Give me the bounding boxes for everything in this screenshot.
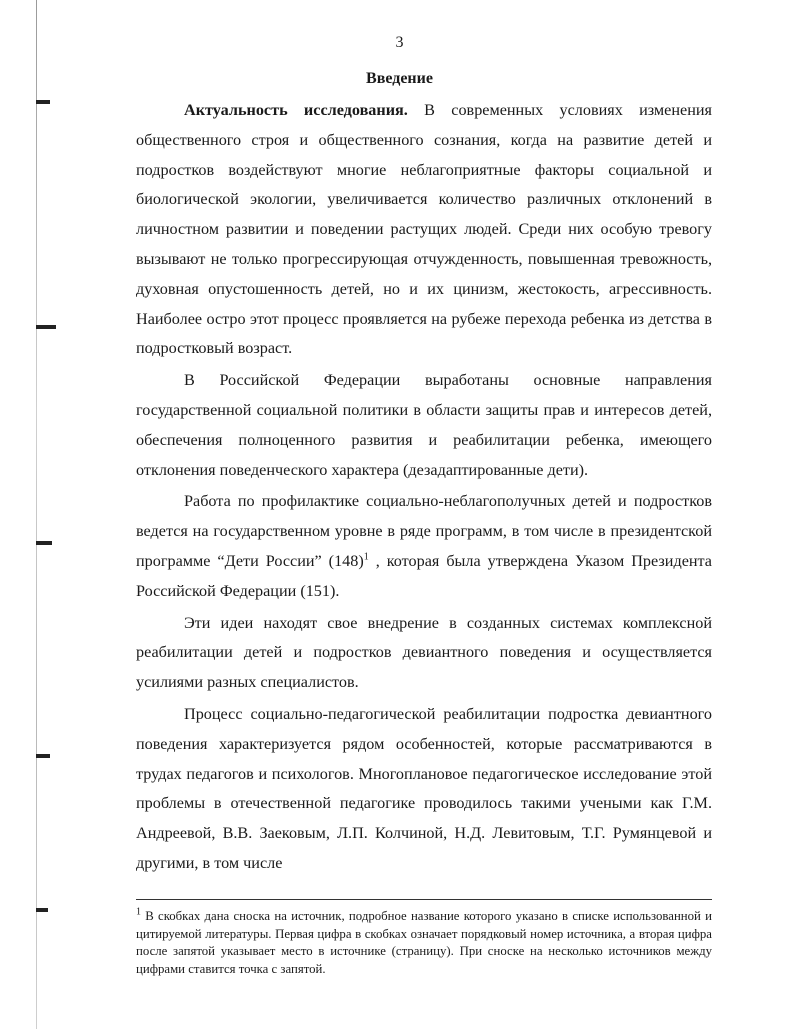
footnote-separator: [136, 899, 712, 900]
paragraph-relevance: [136, 96, 712, 364]
paragraph-programs: [136, 487, 712, 606]
scan-margin-mark: [36, 325, 56, 329]
footnote: [136, 908, 712, 978]
scan-margin-mark: [36, 541, 52, 545]
scan-margin-mark: [36, 100, 50, 104]
paragraph-text: В современных условиях изменения общественного строя и общественного сознания, когда на развитие детей и подростков воздействуют многие неблагоприятные факторы социальной и биологической экологии, увеличивается количество различных отклонений в личностном развитии и поведении растущих людей. Среди них особую тревогу вызывают не только прогрессирующая отчужденность, повышенная тревожность, духовная опустошенность детей, но и их цинизм, жестокость, агрессивность. Наиболее остро этот процесс проявляется на рубеже перехода ребенка из детства в подростковый возраст.: [136, 101, 712, 358]
scan-binding-edge: [36, 0, 37, 1029]
scan-margin-mark: [36, 754, 50, 758]
page-number: 3: [395, 34, 404, 51]
paragraph-text: Работа по профилактике социально-неблагополучных детей и подростков ведется на государственном уровне в ряде программ, в том числе в президентской программе “Дети России” (148): [136, 492, 712, 570]
paragraph-policy: В Российской Федерации выработаны основные направления государственной социальной политики в области защиты прав и интересов детей, обеспечения полноценного развития и реабилитации ребенка, имеющего отклонения поведенческого характера (дезадаптированные дети).: [136, 371, 712, 479]
paragraph-rehabilitation: Процесс социально-педагогической реабилитации подростка девиантного поведения характеризуется рядом особенностей, которые рассматриваются в трудах педагогов и психологов. Многоплановое педагогическое исследование этой проблемы в отечественной педагогике проводилось такими учеными как Г.М. Андреевой, В.В. Заековым, Л.П. Колчиной, Н.Д. Левитовым, Т.Г. Румянцевой и другими, в том числе: [136, 704, 712, 872]
paragraph-text: , которая была утверждена Указом Президента Российской Федерации (151).: [136, 551, 712, 600]
footnote-marker: 1: [136, 906, 141, 918]
section-heading: Введение: [366, 70, 433, 87]
scan-margin-mark: [36, 908, 48, 912]
paragraph-systems: Эти идеи находят свое внедрение в созданных системах комплексной реабилитации детей и подростков девиантного поведения и осуществляется усилиями разных специалистов.: [136, 613, 712, 692]
footnote-reference: 1: [363, 551, 369, 563]
body-text: [136, 96, 712, 879]
footnote-text: В скобках дана сноска на источник, подробное название которого указано в списке использованной и цитируемой литературы. Первая цифра в скобках означает порядковый номер источника, а вторая цифра после запятой указывает место в источнике (страницу). При сноске на несколько источников между цифрами ставится точка с запятой.: [136, 909, 712, 976]
paragraph-lead: Актуальность исследования.: [184, 101, 408, 119]
